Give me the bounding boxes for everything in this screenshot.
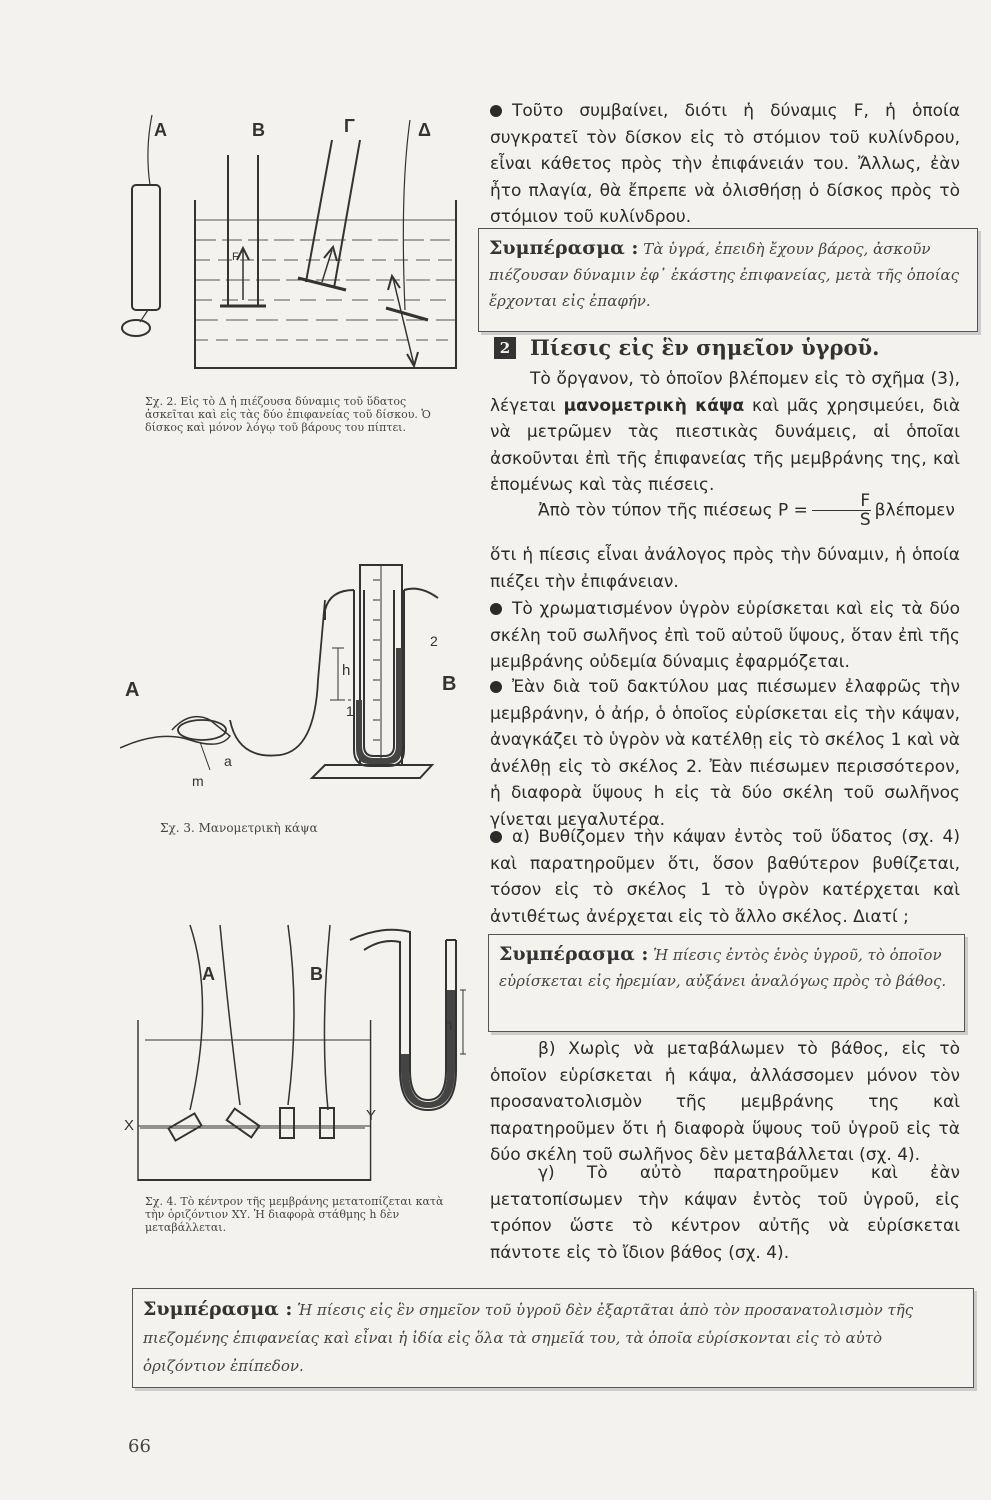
figure-3-diagram: [120, 560, 470, 810]
paragraph-1: Τοῦτο συμβαίνει, διότι ἡ δύναμις F, ἡ ὁποία συγκρατεῖ τὸν δίσκον εἰς τὸ στόμιον τοῦ κυλίνδρου, εἶναι κάθετος πρὸς τὴν ἐπιφάνειάν του. Ἄλλως, ἐὰν ἦτο πλαγία, θὰ ἔπρεπε νὰ ὀλισθήσῃ ὁ δίσκος πρὸς τὸ στόμιον τοῦ κυλίνδρου.: [490, 101, 960, 227]
fig2-label-a: Α: [154, 120, 167, 140]
paragraph-8: γ) Τὸ αὐτὸ παρατηροῦμεν καὶ ἐὰν μετατοπίσωμεν τὴν κάψαν ἐντὸς τοῦ ὑγροῦ, εἰς τρόπον ὥστε τὸ κέντρον αὐτῆς νὰ εὑρίσκεται πάντοτε εἰς τὸ ἴδιον βάθος (σχ. 4).: [490, 1163, 960, 1263]
paragraph-7: β) Χωρὶς νὰ μεταβάλωμεν τὸ βάθος, εἰς τὸ ὁποῖον εὑρίσκεται ἡ κάψα, ἀλλάσσομεν μόνον τὸν προσανατολισμὸν τῆς μεμβράνης της καὶ παρατηροῦμεν ὅτι ἡ διαφορὰ ὕψους τοῦ ὑγροῦ εἰς τὰ δύο σκέλη τοῦ σωλῆνος δὲν μεταβάλλεται (σχ. 4).: [490, 1039, 960, 1165]
figure-2-caption: Σχ. 2. Εἰς τὸ Δ ἡ πιέζουσα δύναμις τοῦ ὕδατος ἀσκεῖται καὶ εἰς τὰς δύο ἐπιφανείας τοῦ δίσκου. Ὁ δίσκος καὶ μόνον λόγῳ τοῦ βάρους του πίπτει.: [145, 395, 431, 434]
fig4-label-h: h: [444, 1017, 453, 1034]
fig3-label-a-small: a: [224, 753, 232, 769]
paragraph-6: α) Βυθίζομεν τὴν κάψαν ἐντὸς τοῦ ὕδατος (σχ. 4) καὶ παρατηροῦμεν ὅτι, ὅσον βαθύτερον βυθίζεται, τόσον εἰς τὸ σκέλος 1 τὸ ὑγρὸν κατέρχεται καὶ ἀντιθέτως ἀνέρχεται εἰς τὸ ἄλλο σκέλος. Διατί ;: [490, 827, 960, 927]
fig2-label-d: Δ: [418, 120, 431, 140]
fig4-label-y: Y: [366, 1107, 377, 1124]
paragraph-5: Ἐὰν διὰ τοῦ δακτύλου μας πιέσωμεν ἐλαφρῶς τὴν μεμβράνην, ὁ ἀήρ, ὁ ὁποῖος εὑρίσκεται εἰς τὴν κάψαν, ἀναγκάζει τὸ ὑγρὸν νὰ κατέλθῃ εἰς τὸ σκέλος 1 καὶ νὰ ἀνέλθῃ εἰς τὸ σκέλος 2. Ἐὰν πιέσωμεν περισσότερον, ἡ διαφορὰ ὕψους h εἰς τὰ δύο σκέλη τοῦ σωλῆνος γίνεται μεγαλυτέρα.: [490, 677, 960, 830]
fig3-label-2: 2: [430, 633, 438, 649]
bullet-icon: [490, 105, 502, 117]
fig4-label-x: X: [124, 1117, 135, 1134]
section-number: 2: [494, 337, 516, 359]
page-number: 66: [128, 1436, 151, 1457]
fig3-label-m: m: [192, 773, 204, 789]
conclusion-label: Συμπέρασμα :: [499, 943, 649, 965]
paragraph-4: Τὸ χρωματισμένον ὑγρὸν εὑρίσκεται καὶ εἰς τὰ δύο σκέλη τοῦ σωλῆνος ἐπὶ τοῦ αὐτοῦ ὕψους, ὅταν ἐπὶ τῆς μεμβράνης οὐδεμία δύναμις ἐφαρμόζεται.: [490, 599, 960, 672]
fig4-label-b: Β: [310, 964, 323, 984]
fig4-label-a: Α: [202, 964, 215, 984]
fig3-label-h: h: [342, 662, 351, 679]
conclusion-box-2: [488, 934, 965, 1032]
paragraph-2: Τὸ ὄργανον, τὸ ὁποῖον βλέπομεν εἰς τὸ σχῆμα (3), λέγεται μανομετρικὴ κάψα καὶ μᾶς χρησιμεύει, διὰ νὰ μετρῶμεν τὰς πιεστικὰς δυνάμεις, αἱ ὁποῖαι ἀσκοῦνται ἐπὶ τῆς ἐπιφανείας τῆς μεμβράνης της, καὶ ἑπομένως καὶ τὰς πιέσεις.: [490, 369, 961, 495]
bullet-icon: [490, 831, 502, 843]
bullet-icon: [490, 681, 502, 693]
fig3-label-a: Α: [125, 679, 140, 701]
conclusion-text: Ἡ πίεσις εἰς ἓν σημεῖον τοῦ ὑγροῦ δὲν ἐξαρτᾶται ἀπὸ τὸν προσανατολισμὸν τῆς πιεζομένης ἐπιφανείας καὶ εἶναι ἡ ἰδία εἰς ὅλα τὰ σημεῖά του, τὰ ὁποῖα εὑρίσκονται εἰς τὸ αὐτὸ ὁριζόντιον ἐπίπεδον.: [143, 1301, 914, 1375]
section-heading: [494, 335, 879, 360]
pressure-formula: $\frac{F}{S}$: [812, 492, 871, 529]
conclusion-text: Ἡ πίεσις ἐντὸς ἑνὸς ὑγροῦ, τὸ ὁποῖον εὑρίσκεται εἰς ἠρεμίαν, αὐξάνει ἀναλόγως πρὸς τὸ βάθος.: [499, 946, 947, 990]
paragraph-3: ὅτι ἡ πίεσις εἶναι ἀνάλογος πρὸς τὴν δύναμιν, ἡ ὁποία πιέζει τὴν ἐπιφάνειαν.: [490, 545, 960, 592]
figure-4-caption: Σχ. 4. Τὸ κέντρον τῆς μεμβράνης μετατοπίζεται κατὰ τὴν ὁριζόντιον ΧΥ. Ἡ διαφορὰ στάθμης h δὲν μεταβάλλεται.: [145, 1195, 444, 1234]
fig2-label-b: Β: [252, 120, 265, 140]
bullet-icon: [490, 603, 502, 615]
conclusion-text: Τὰ ὑγρά, ἐπειδὴ ἔχουν βάρος, ἀσκοῦν πιέζουσαν δύναμιν ἐφ᾽ ἑκάστης ἐπιφανείας, μετὰ τῆς ὁποίας ἔρχονται εἰς ἐπαφήν.: [489, 240, 960, 310]
fig3-label-1: 1: [346, 703, 354, 719]
fig3-label-b: Β: [442, 673, 457, 695]
conclusion-label: Συμπέρασμα :: [489, 237, 639, 259]
formula-line: Ἀπὸ τὸν τύπον τῆς πιέσεως P = $\frac{F}{S}$ βλέπομεν: [538, 491, 955, 530]
section-title: Πίεσις εἰς ἓν σημεῖον ὑγροῦ.: [530, 335, 880, 360]
figure-4-diagram: [120, 920, 470, 1190]
fig2-force-label: F: [232, 251, 239, 263]
term-manometric-capsule: μανομετρικὴ κάψα: [563, 395, 745, 416]
fig2-label-g: Γ: [344, 116, 355, 136]
figure-2-diagram: [110, 110, 470, 380]
conclusion-box-3: [132, 1288, 974, 1388]
conclusion-box-1: [478, 228, 978, 332]
conclusion-label: Συμπέρασμα :: [143, 1298, 293, 1320]
figure-3-caption: Σχ. 3. Μανομετρικὴ κάψα: [160, 821, 318, 835]
